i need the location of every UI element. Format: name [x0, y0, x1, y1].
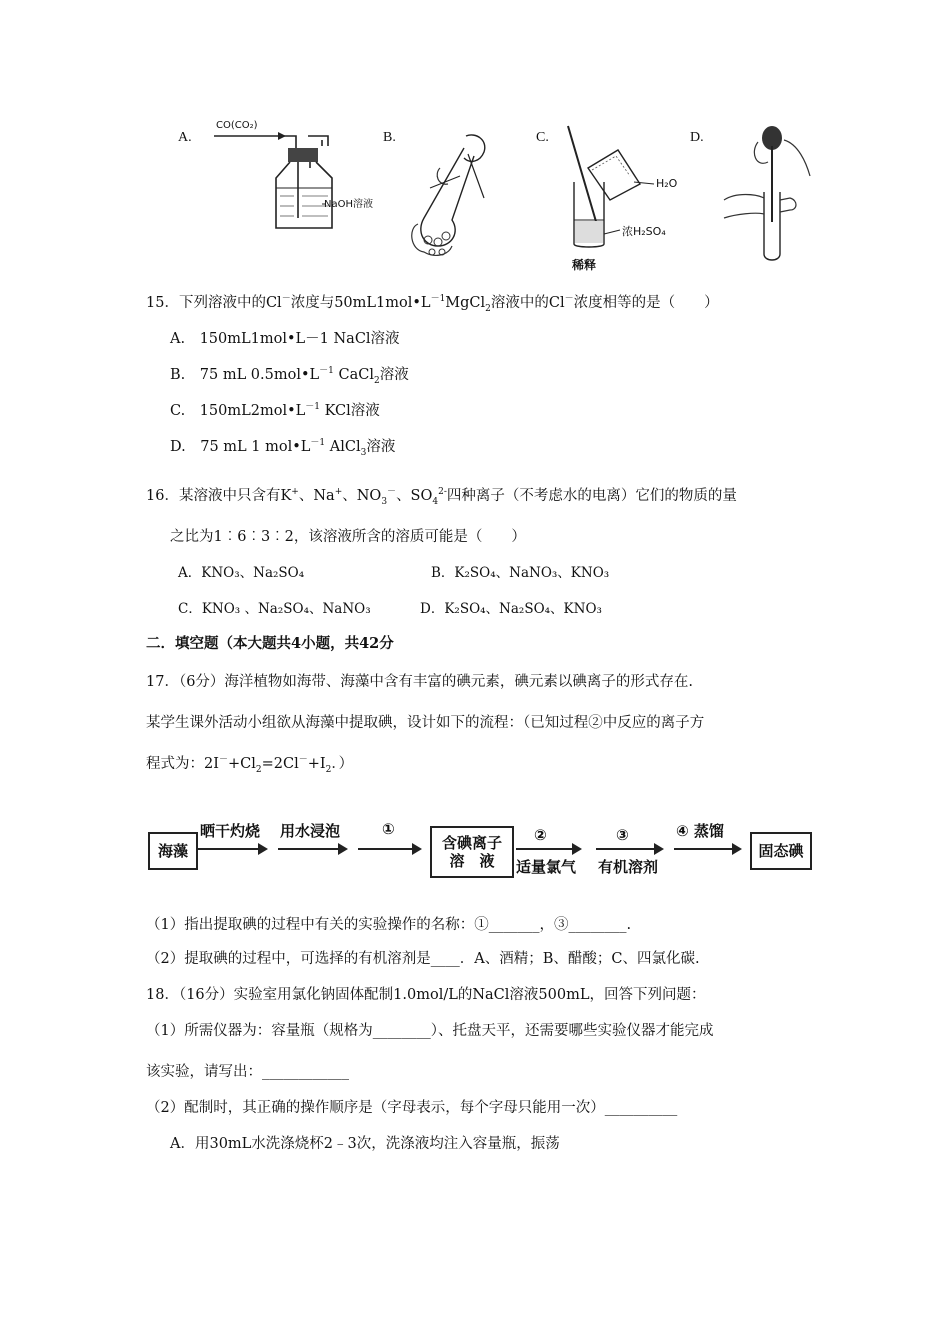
- q15-option-c: C. $150mL2mol•L^{-1}$ KCl溶液: [170, 402, 380, 419]
- flow-box-seaweed: 海藻: [148, 832, 198, 870]
- flow-box-iodide-solution: 含碘离子 溶 液: [430, 826, 514, 878]
- q18-line4: （2）配制时，其正确的操作顺序是（字母表示，每个字母只能用一次）__________: [146, 1100, 678, 1116]
- option-d-label: D.: [690, 130, 704, 145]
- q18-line5: A．用30mL水洗涤烧杯2﹣3次，洗涤液均注入容量瓶，振荡: [170, 1136, 560, 1152]
- option-b-label: B.: [383, 130, 396, 145]
- option-c-label: C.: [536, 130, 549, 145]
- test-tube-dropper-figure: [716, 122, 816, 264]
- q17-line1: 17．（6分）海洋植物如海带、海藻中含有丰富的碘元素，碘元素以碘离子的形式存在.: [146, 674, 694, 690]
- separatory-funnel-figure: [404, 128, 504, 263]
- q17-line3: 程式为：$2I^-+Cl_2=2Cl^-+I_2$．）: [146, 755, 354, 775]
- flow-arrow-6: [674, 848, 740, 850]
- dilute-caption: 稀释: [572, 258, 597, 272]
- flow-step-3: ③: [616, 826, 629, 844]
- q16-option-d: D．K₂SO₄、Na₂SO₄、KNO₃: [420, 601, 602, 617]
- flow-arrow-1: [198, 848, 266, 850]
- q15-option-a: A. 150mL1mol•L－1 NaCl溶液: [170, 331, 400, 347]
- q18-line1: 18．（16分）实验室用氯化钠固体配制1.0mol/L的NaCl溶液500mL，回答下列问题：: [146, 987, 706, 1003]
- flow-step-1: ①: [382, 820, 395, 838]
- acid-label: 浓H₂SO₄: [622, 225, 666, 238]
- flow-arrow-5: [596, 848, 662, 850]
- q16-option-a: A．KNO₃、Na₂SO₄: [178, 565, 305, 581]
- flow-step-dry-burn: 晒干灼烧: [200, 822, 261, 840]
- q18-line3: 该实验，请写出：____________: [146, 1064, 349, 1080]
- q16-stem-line1: 16．某溶液中只含有K+、Na+、$NO_3^-$、$SO_4^{2-}$四种离子（不考虑水的电离）它们的物质的量: [146, 487, 737, 507]
- q17-sub2: （2）提取碘的过程中，可选择的有机溶剂是____．A、酒精；B、醋酸；C、四氯化碳.: [146, 951, 700, 967]
- q15-option-b: B. 75 mL $0.5mol•L^{-1}$ CaCl$_2$溶液: [170, 366, 409, 386]
- gas-label: CO(CO₂): [216, 120, 258, 131]
- q15-option-d: D. 75 mL 1 $mol•L^{-1}$ AlCl$_3$溶液: [170, 438, 396, 458]
- flow-step-chlorine: 适量氯气: [516, 858, 577, 876]
- water-label: H₂O: [656, 177, 678, 190]
- flow-step-organic-solvent: 有机溶剂: [598, 858, 659, 876]
- q16-option-b: B．K₂SO₄、NaNO₃、KNO₃: [431, 565, 610, 581]
- q17-line2: 某学生课外活动小组欲从海藻中提取碘，设计如下的流程：（已知过程②中反应的离子方: [146, 715, 705, 731]
- q18-line2: （1）所需仪器为：容量瓶（规格为________）、托盘天平，还需要哪些实验仪器才能完成: [146, 1023, 714, 1039]
- flow-step-distill: ④ 蒸馏: [676, 822, 724, 840]
- flow-arrow-4: [516, 848, 580, 850]
- flow-arrow-3: [358, 848, 420, 850]
- q16-stem-line2: 之比为1︰6︰3︰2，该溶液所含的溶质可能是（ ）: [170, 529, 526, 545]
- q17-sub1: （1）指出提取碘的过程中有关的实验操作的名称：①_______，③________.: [146, 917, 632, 933]
- flow-box-solid-iodine: 固态碘: [750, 832, 812, 870]
- flow-arrow-2: [278, 848, 346, 850]
- q15-stem: 15．下列溶液中的Cl－浓度与$50mL1mol•L^{-1}MgCl_2$溶液中的Cl－浓度相等的是（ ）: [146, 294, 719, 314]
- option-a-label: A.: [178, 130, 192, 145]
- flow-step-soak: 用水浸泡: [280, 822, 341, 840]
- section-heading: 二．填空题（本大题共4小题，共42分: [146, 635, 394, 652]
- naoh-solution-label: NaOH溶液: [324, 199, 373, 210]
- flow-step-2: ②: [534, 826, 547, 844]
- gas-washing-bottle-figure: [210, 118, 360, 236]
- q16-option-c: C．KNO₃ 、Na₂SO₄、NaNO₃: [178, 601, 371, 617]
